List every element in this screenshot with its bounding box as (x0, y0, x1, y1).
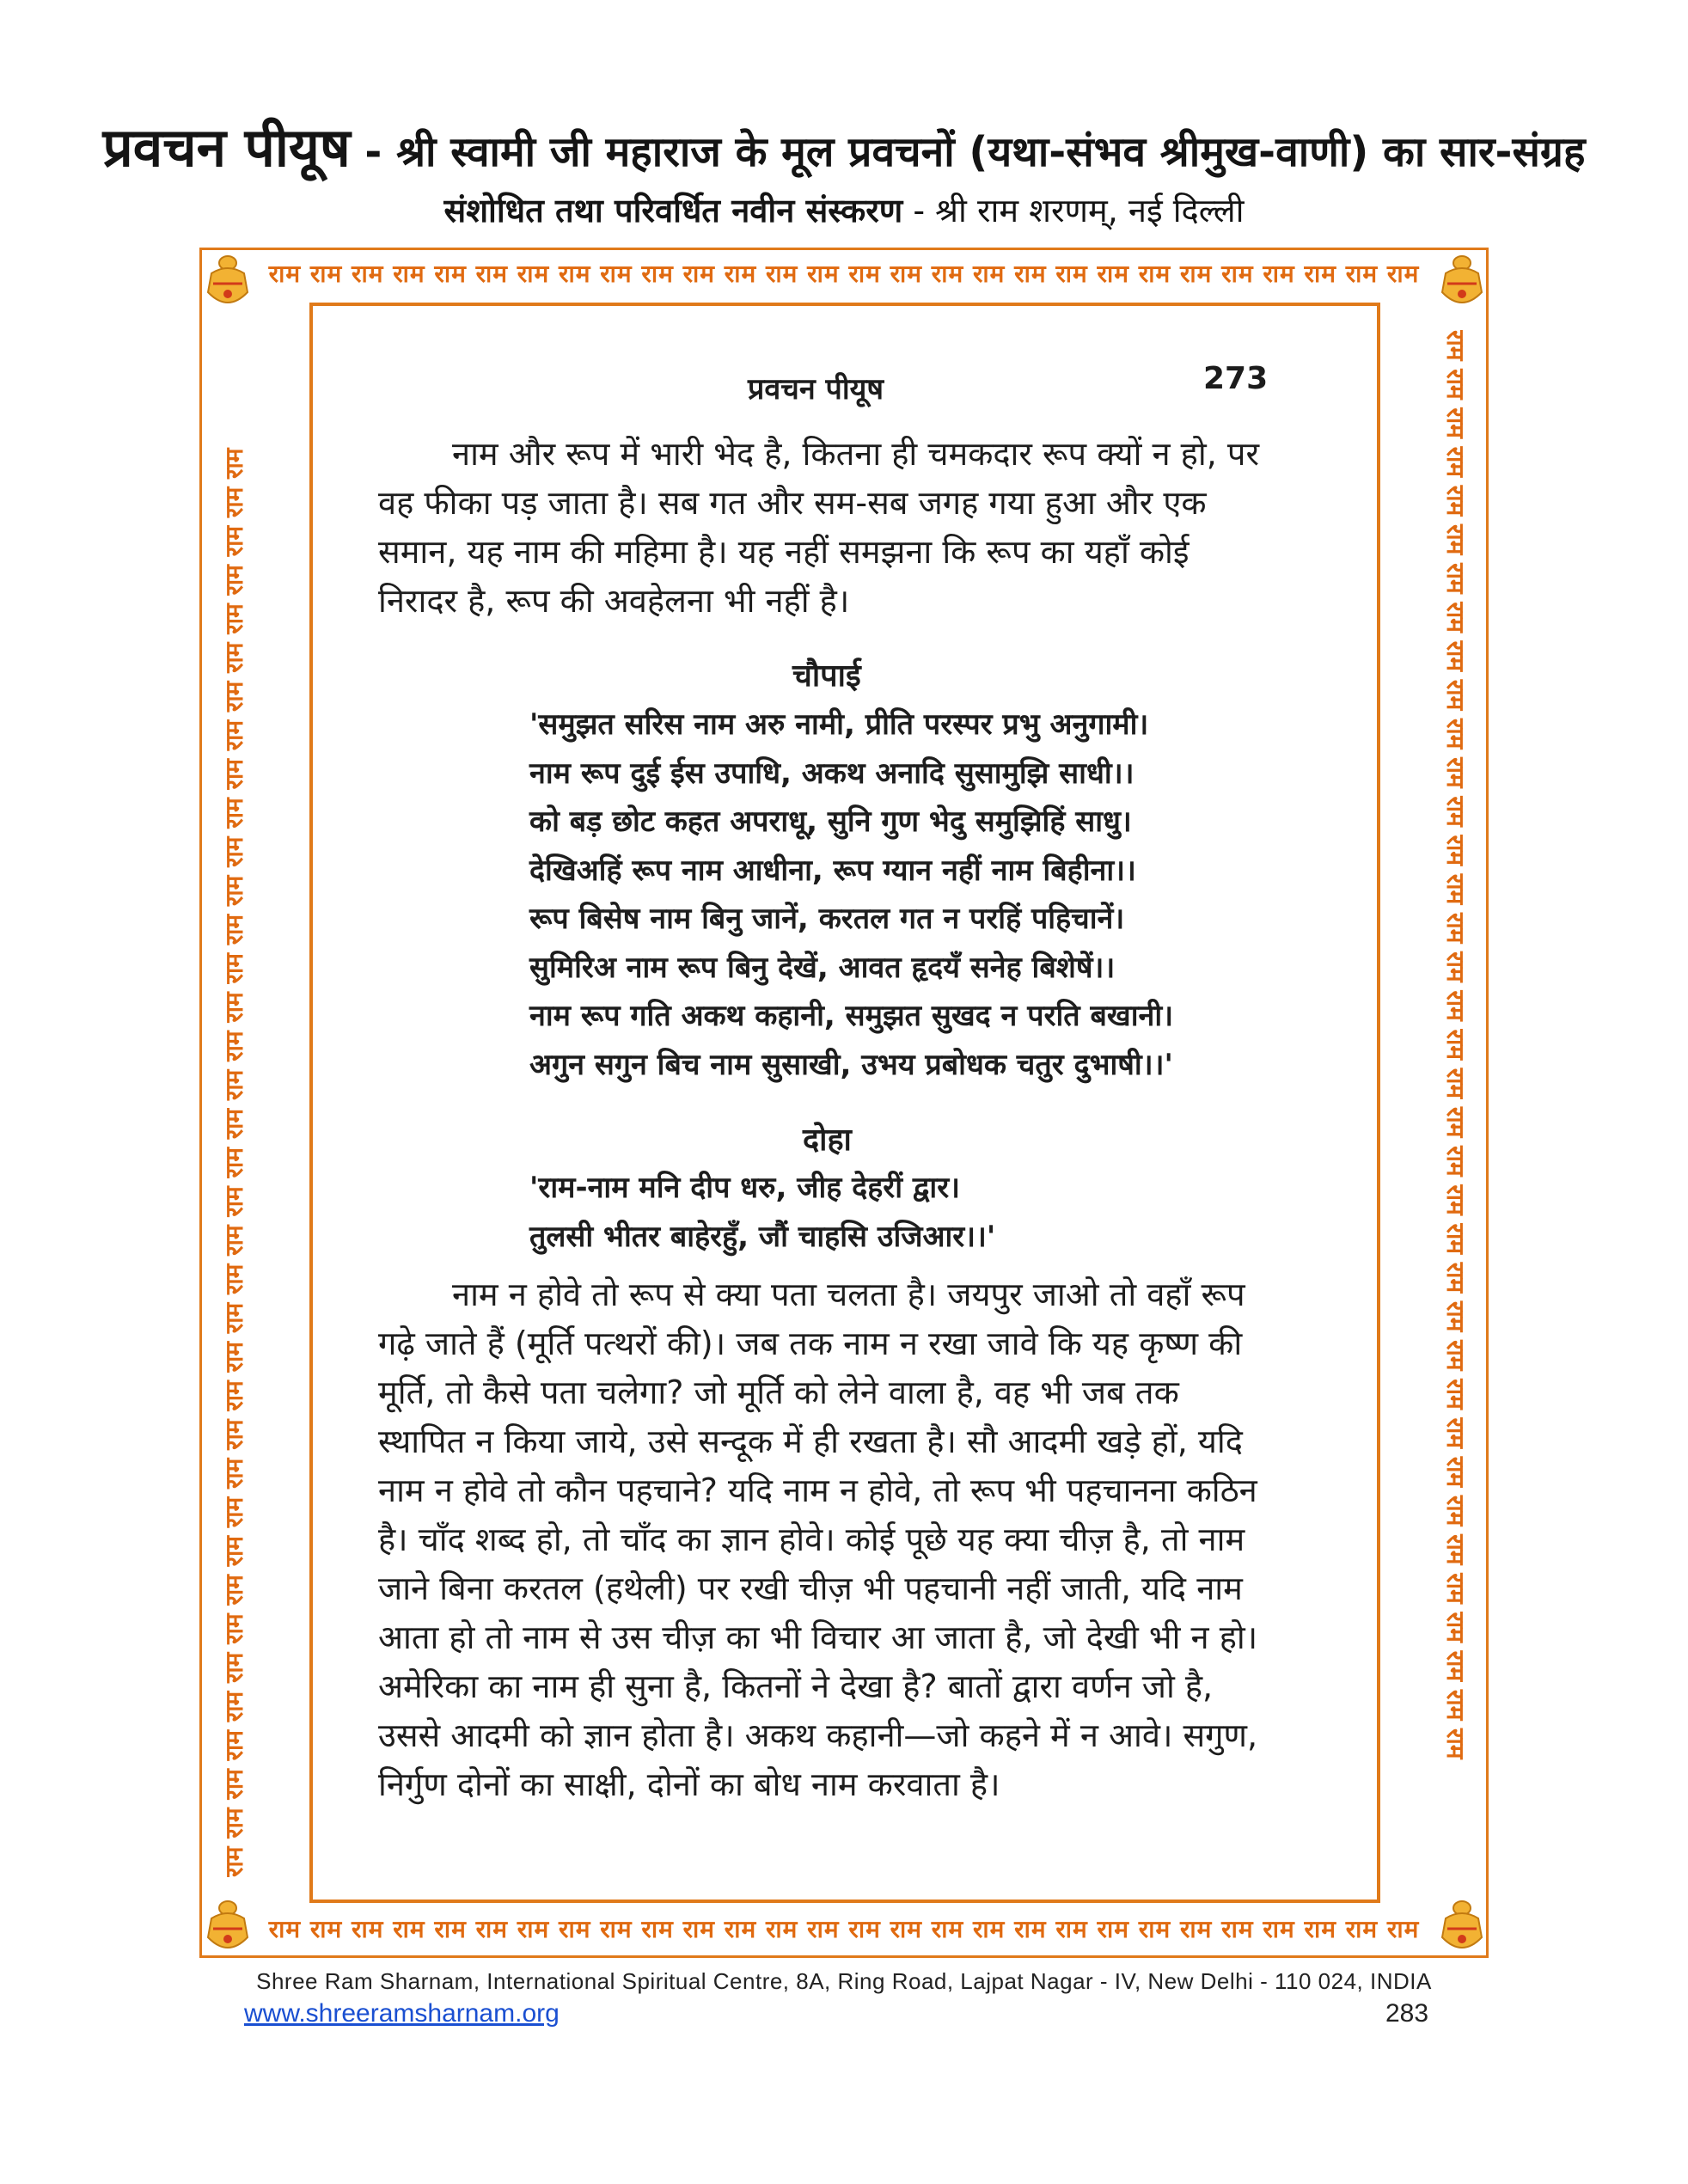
ram-border-right: राम राम राम राम राम राम राम राम राम राम राम राम राम राम राम राम राम राम राम राम राम राम राम राम राम राम राम राम राम राम राम राम राम राम राम राम राम (1441, 330, 1470, 1759)
text-line: गढ़े जाते हैं (मूर्ति पत्थरों की)। जब तक नाम न रखा जावे कि यह कृष्ण की (378, 1324, 1243, 1362)
chaupai-verse (529, 700, 1173, 1089)
book-page-number: 273 (1203, 361, 1269, 396)
verse-line: 'समुझत सरिस नाम अरु नामी, प्रीति परस्पर प्रभु अनुगामी। (529, 707, 1149, 742)
verse-line: देखिअहिं रूप नाम आधीना, रूप ग्यान नहीं नाम बिहीना।। (529, 853, 1136, 888)
verse-line: नाम रूप गति अकथ कहानी, समुझत सुखद न परति बखानी। (529, 999, 1174, 1033)
text-line: नाम न होवे तो कौन पहचाने? यदि नाम न होवे, तो रूप भी पहचानना कठिन (378, 1471, 1257, 1509)
running-head: प्रवचन पीयूष (748, 372, 884, 407)
subtitle-bold: संशोधित तथा परिवर्धित नवीन संस्करण (443, 192, 903, 229)
text-line: उससे आदमी को ज्ञान होता है। अकथ कहानी—जो कहने में न आवे। सगुण, (378, 1716, 1258, 1754)
verse-line: को बड़ छोट कहत अपराधू, सुनि गुण भेदु समुझिहिं साधु। (529, 804, 1132, 839)
text-line: मूर्ति, तो कैसे पता चलेगा? जो मूर्ति को लेने वाला है, वह भी जब तक (378, 1373, 1179, 1411)
website-link[interactable]: www.shreeramsharnam.org (244, 1999, 560, 2028)
verse-line: नाम रूप दुई ईस उपाधि, अकथ अनादि सुसामुझि साधी।। (529, 756, 1135, 791)
text-line: निर्गुण दोनों का साक्षी, दोनों का बोध नाम करवाता है। (378, 1765, 1000, 1803)
ram-border-bottom: राम राम राम राम राम राम राम राम राम राम राम राम राम राम राम राम राम राम राम राम राम राम राम राम राम राम राम राम (268, 1915, 1420, 1943)
title-main: प्रवचन पीयूष (102, 116, 351, 179)
ram-border-top: राम राम राम राम राम राम राम राम राम राम राम राम राम राम राम राम राम राम राम राम राम राम राम राम राम राम राम राम (268, 260, 1420, 288)
section-heading-chaupai: चौपाई (792, 658, 861, 694)
paragraph-2 (378, 1270, 1281, 1809)
text-line: नाम न होवे तो रूप से क्या पता चलता है। जयपुर जाओ तो वहाँ रूप (452, 1276, 1245, 1313)
text-line: है। चाँद शब्द हो, तो चाँद का ज्ञान होवे। कोई पूछे यह क्या चीज़ है, तो नाम (378, 1520, 1245, 1558)
kalash-icon (203, 1896, 253, 1956)
text-line: जाने बिना करतल (हथेली) पर रखी चीज़ भी पहचानी नहीं जाती, यदि नाम (378, 1569, 1243, 1607)
subtitle-rest: - श्री राम शरणम्, नई दिल्ली (902, 192, 1245, 229)
document-subtitle (0, 187, 1688, 232)
text-line: स्थापित न किया जाये, उसे सन्दूक में ही रखता है। सौ आदमी खड़े हों, यदि (378, 1422, 1243, 1460)
text-line: समान, यह नाम की महिमा है। यह नहीं समझना कि रूप का यहाँ कोई (378, 533, 1190, 571)
text-line: निरादर है, रूप की अवहेलना भी नहीं है। (378, 582, 850, 620)
kalash-icon (1437, 1896, 1487, 1956)
kalash-icon (203, 251, 253, 311)
verse-line: रूप बिसेष नाम बिनु जानें, करतल गत न परहिं पहिचानें। (529, 902, 1125, 936)
verse-line: सुमिरिअ नाम रूप बिनु देखें, आवत हृदयँ सनेह बिशेषें।। (529, 950, 1116, 985)
footer-address: Shree Ram Sharnam, International Spiritual Centre, 8A, Ring Road, Lajpat Nagar - IV, New Delhi - 110 024, INDIA (256, 1968, 1432, 1994)
verse-line: अगुन सगुन बिच नाम सुसाखी, उभय प्रबोधक चतुर दुभाषी।।' (529, 1047, 1173, 1082)
paragraph-1 (378, 430, 1281, 626)
doha-verse (529, 1164, 995, 1261)
kalash-icon (1437, 251, 1487, 311)
text-line: नाम और रूप में भारी भेद है, कितना ही चमकदार रूप क्यों न हो, पर (452, 435, 1259, 473)
verse-line: तुलसी भीतर बाहेरहुँ, जौं चाहसि उजिआर।।' (529, 1219, 996, 1254)
text-line: वह फीका पड़ जाता है। सब गत और सम-सब जगह गया हुआ और एक (378, 484, 1207, 522)
text-line: आता हो तो नाम से उस चीज़ का भी विचार आ जाता है, जो देखी भी न हो। (378, 1618, 1258, 1656)
section-heading-doha: दोहा (803, 1123, 852, 1158)
ram-border-left: राम राम राम राम राम राम राम राम राम राम राम राम राम राम राम राम राम राम राम राम राम राम राम राम राम राम राम राम राम राम राम राम राम राम राम राम राम (220, 448, 248, 1877)
text-line: अमेरिका का नाम ही सुना है, कितनों ने देखा है? बातों द्वारा वर्णन जो है, (378, 1667, 1214, 1705)
title-rest: - श्री स्वामी जी महाराज के मूल प्रवचनों (यथा-संभव श्रीमुख-वाणी) का सार-संग्रह (350, 128, 1586, 176)
verse-line: 'राम-नाम मनि दीप धरु, जीह देहरीं द्वार। (529, 1171, 960, 1205)
pdf-page-number: 283 (1385, 1999, 1429, 2028)
document-title (0, 110, 1688, 182)
